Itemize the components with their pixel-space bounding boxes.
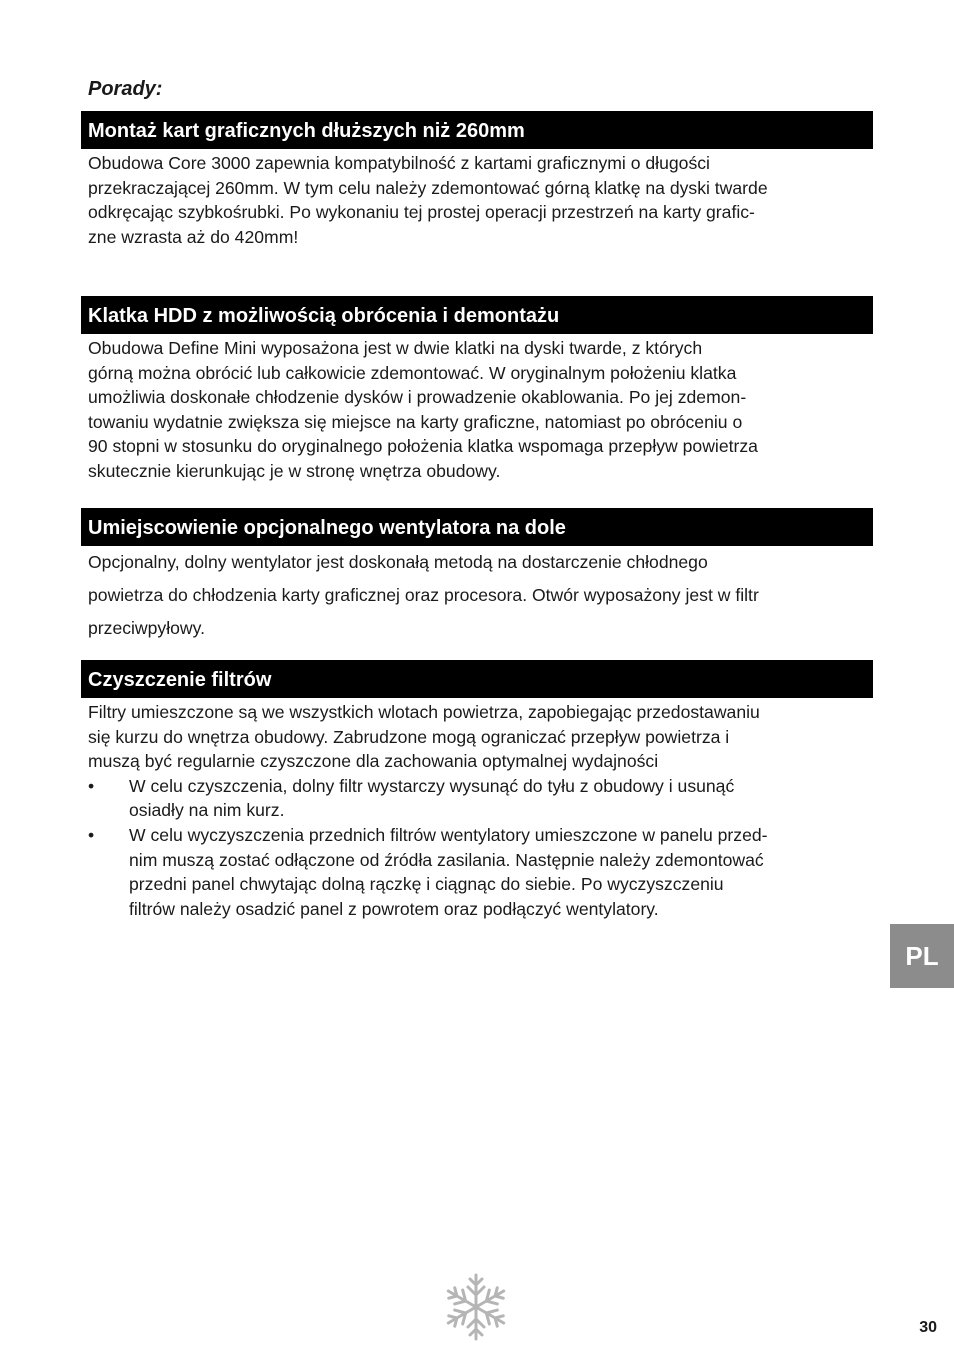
bullet-list	[88, 774, 873, 922]
body-line: Filtry umieszczone są we wszystkich wlotach powietrza, zapobiegając przedostawaniu	[88, 702, 760, 722]
section-body	[81, 700, 873, 921]
list-item	[88, 823, 873, 921]
bullet-line: W celu wyczyszczenia przednich filtrów wentylatory umieszczone w panelu przed-	[129, 824, 768, 845]
bullet-line: W celu czyszczenia, dolny filtr wystarczy wysunąć do tyłu z obudowy i usunąć	[129, 775, 735, 796]
section-title: Klatka HDD z możliwością obrócenia i demontażu	[81, 296, 873, 334]
page-number: 30	[919, 1319, 937, 1336]
section-body	[81, 151, 873, 249]
body-line: towaniu wydatnie zwiększa się miejsce na karty graficzne, natomiast po obróceniu o	[88, 411, 743, 432]
tips-label: Porady:	[88, 78, 163, 100]
body-line: powietrza do chłodzenia karty graficznej oraz procesora. Otwór wyposażony jest w filtr	[88, 585, 759, 605]
bullet-line: nim muszą zostać odłączone od źródła zasilania. Następnie należy zdemontować	[129, 849, 764, 870]
body-line: przeciwpyłowy.	[88, 618, 205, 638]
section-title: Czyszczenie filtrów	[81, 660, 873, 698]
snowflake-icon	[443, 1271, 509, 1343]
section-body	[81, 336, 873, 484]
body-line: skutecznie kierunkując je w stronę wnętrza obudowy.	[88, 460, 501, 481]
section-body	[81, 546, 873, 645]
body-line: górną można obrócić lub całkowicie zdemontować. W oryginalnym położeniu klatka	[88, 362, 737, 383]
language-tab: PL	[890, 924, 954, 988]
body-line: Obudowa Core 3000 zapewnia kompatybilność z kartami graficznymi o długości	[88, 153, 710, 173]
section-bottom-fan	[81, 508, 873, 645]
section-graphics-cards	[81, 111, 873, 249]
body-line: Opcjonalny, dolny wentylator jest doskonałą metodą na dostarczenie chłodnego	[88, 552, 708, 572]
section-title: Umiejscowienie opcjonalnego wentylatora na dole	[81, 508, 873, 546]
bullet-line: przedni panel chwytając dolną rączkę i ciągnąc do siebie. Po wyczyszczeniu	[129, 874, 724, 895]
body-line: odkręcając szybkośrubki. Po wykonaniu tej prostej operacji przestrzeń na karty grafic-	[88, 202, 755, 223]
section-title: Montaż kart graficznych dłuższych niż 260mm	[81, 111, 873, 149]
body-line: 90 stopni w stosunku do oryginalnego położenia klatka wspomaga przepływ powietrza	[88, 436, 758, 457]
bullet-line: filtrów należy osadzić panel z powrotem oraz podłączyć wentylatory.	[129, 898, 659, 919]
section-hdd-cage	[81, 296, 873, 484]
body-line: muszą być regularnie czyszczone dla zachowania optymalnej wydajności	[88, 751, 659, 772]
bullet-icon: •	[88, 824, 95, 845]
body-line: Obudowa Define Mini wyposażona jest w dwie klatki na dyski twarde, z których	[88, 338, 703, 358]
body-line: się kurzu do wnętrza obudowy. Zabrudzone mogą ograniczać przepływ powietrza i	[88, 726, 730, 747]
bullet-line: osiadły na nim kurz.	[129, 800, 285, 821]
body-line: umożliwia doskonałe chłodzenie dysków i prowadzenie okablowania. Po jej zdemon-	[88, 387, 747, 408]
bullet-icon: •	[88, 775, 95, 796]
section-filter-cleaning	[81, 660, 873, 921]
list-item	[88, 774, 873, 823]
body-line: zne wzrasta aż do 420mm!	[88, 226, 299, 247]
body-line: przekraczającej 260mm. W tym celu należy zdemontować górną klatkę na dyski twarde	[88, 177, 768, 198]
